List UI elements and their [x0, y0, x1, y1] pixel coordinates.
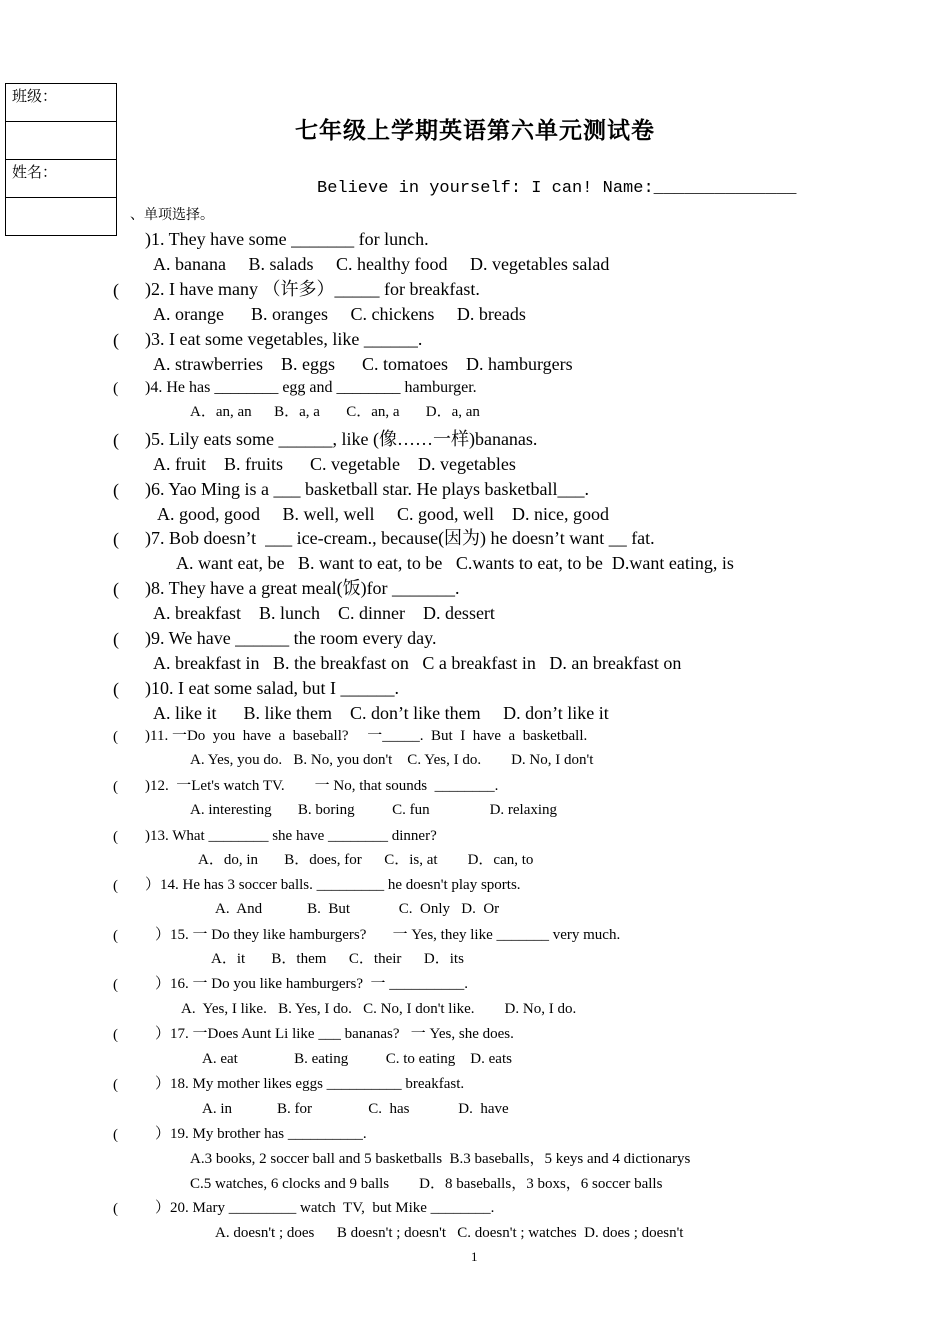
question-text: )4. He has ________ egg and ________ hamburger.: [145, 379, 477, 396]
answer-paren[interactable]: (: [113, 629, 119, 649]
motto-line: Believe in yourself: I can! Name:______________: [317, 179, 797, 198]
question-text: )5. Lily eats some ______, like (像……一样)bananas.: [145, 429, 538, 449]
question-options: A. doesn't ; does B doesn't ; doesn't C. doesn't ; watches D. does ; doesn't: [215, 1225, 684, 1241]
section-heading: 、单项选择。: [130, 207, 214, 223]
question-options: A. eat B. eating C. to eating D. eats: [202, 1051, 512, 1067]
question-text: ）18. My mother likes eggs __________ breakfast.: [155, 1076, 465, 1092]
question-text: )2. I have many （许多）_____ for breakfast.: [145, 279, 480, 299]
student-info-table: [5, 83, 117, 236]
question-options: A. Yes, I like. B. Yes, I do. C. No, I don't like. D. No, I do.: [181, 1001, 577, 1017]
question-text: )3. I eat some vegetables, like ______.: [145, 329, 423, 349]
question-text: ）14. He has 3 soccer balls. _________ he doesn't play sports.: [145, 877, 521, 893]
answer-paren[interactable]: (: [113, 280, 119, 300]
question-text: )9. We have ______ the room every day.: [145, 628, 437, 648]
question-text: ）17. 一Does Aunt Li like ___ bananas? 一 Yes, she does.: [155, 1026, 514, 1042]
question-options: A. interesting B. boring C. fun D. relaxing: [190, 802, 558, 818]
answer-paren[interactable]: (: [113, 729, 118, 745]
question-text: )12. 一Let's watch TV. 一 No, that sounds ________.: [145, 778, 499, 794]
question-text: )10. I eat some salad, but I ______.: [145, 678, 399, 698]
question-options: A．an, an B．a, a C．an, a D．a, an: [190, 404, 480, 420]
answer-paren[interactable]: (: [113, 1201, 118, 1217]
question-options: A. orange B. oranges C. chickens D. breads: [153, 304, 526, 324]
question-text: ）16. 一 Do you like hamburgers? 一 __________.: [155, 976, 469, 992]
question-options: A. fruit B. fruits C. vegetable D. vegetables: [153, 454, 516, 474]
question-text: )11. 一Do you have a baseball? 一_____. But I have a basketball.: [145, 728, 588, 744]
question-options: A. And B. But C. Only D. Or: [215, 901, 500, 917]
question-text: ）15. 一 Do they like hamburgers? 一 Yes, they like _______ very much.: [155, 927, 621, 943]
question-text: )6. Yao Ming is a ___ basketball star. He plays basketball___.: [145, 479, 589, 499]
question-options: A. breakfast B. lunch C. dinner D. dessert: [153, 603, 495, 623]
class-label: 班级：: [6, 84, 117, 122]
answer-paren[interactable]: (: [113, 330, 119, 350]
answer-paren[interactable]: (: [113, 1027, 118, 1043]
question-text: )13. What ________ she have ________ dinner?: [145, 828, 437, 844]
answer-paren[interactable]: (: [113, 430, 119, 450]
question-text: )8. They have a great meal(饭)for _______.: [145, 578, 460, 598]
answer-paren[interactable]: (: [113, 829, 118, 845]
answer-paren[interactable]: (: [113, 928, 118, 944]
question-options: A. in B. for C. has D. have: [202, 1101, 509, 1117]
answer-paren[interactable]: (: [113, 579, 119, 599]
answer-paren[interactable]: (: [113, 878, 118, 894]
question-options: A．do, in B．does, for C．is, at D．can, to: [198, 852, 534, 868]
question-options: A．it B．them C．their D．its: [211, 951, 464, 967]
answer-paren[interactable]: (: [113, 380, 119, 397]
question-text: ）20. Mary _________ watch TV, but Mike ________.: [155, 1200, 495, 1216]
answer-paren[interactable]: (: [113, 1077, 118, 1093]
question-options: C.5 watches, 6 clocks and 9 balls D．8 baseballs，3 boxs，6 soccer balls: [190, 1176, 663, 1192]
question-options: A.3 books, 2 soccer ball and 5 basketballs B.3 baseballs，5 keys and 4 dictionarys: [190, 1151, 691, 1167]
answer-paren[interactable]: (: [113, 1127, 118, 1143]
question-options: A. Yes, you do. B. No, you don't C. Yes, I do. D. No, I don't: [190, 752, 594, 768]
answer-paren[interactable]: (: [113, 779, 118, 795]
question-options: A. breakfast in B. the breakfast on C a breakfast in D. an breakfast on: [153, 653, 682, 673]
question-text: )7. Bob doesn’t ___ ice-cream., because(因为) he doesn’t want __ fat.: [145, 528, 655, 548]
page-number: 1: [471, 1249, 478, 1264]
question-options: A. banana B. salads C. healthy food D. vegetables salad: [153, 254, 610, 274]
name-field[interactable]: [6, 198, 117, 236]
name-label: 姓名：: [6, 160, 117, 198]
question-options: A. strawberries B. eggs C. tomatoes D. hamburgers: [153, 354, 573, 374]
page-title: 七年级上学期英语第六单元测试卷: [295, 118, 655, 144]
question-options: A. like it B. like them C. don’t like them D. don’t like it: [153, 703, 609, 723]
answer-paren[interactable]: (: [113, 529, 119, 549]
question-text: ）19. My brother has __________.: [155, 1126, 367, 1142]
question-options: A. good, good B. well, well C. good, well D. nice, good: [157, 504, 609, 524]
question-text: )1. They have some _______ for lunch.: [145, 229, 429, 249]
answer-paren[interactable]: (: [113, 679, 119, 699]
question-options: A. want eat, be B. want to eat, to be C.wants to eat, to be D.want eating, is: [176, 553, 734, 573]
answer-paren[interactable]: (: [113, 480, 119, 500]
answer-paren[interactable]: (: [113, 977, 118, 993]
